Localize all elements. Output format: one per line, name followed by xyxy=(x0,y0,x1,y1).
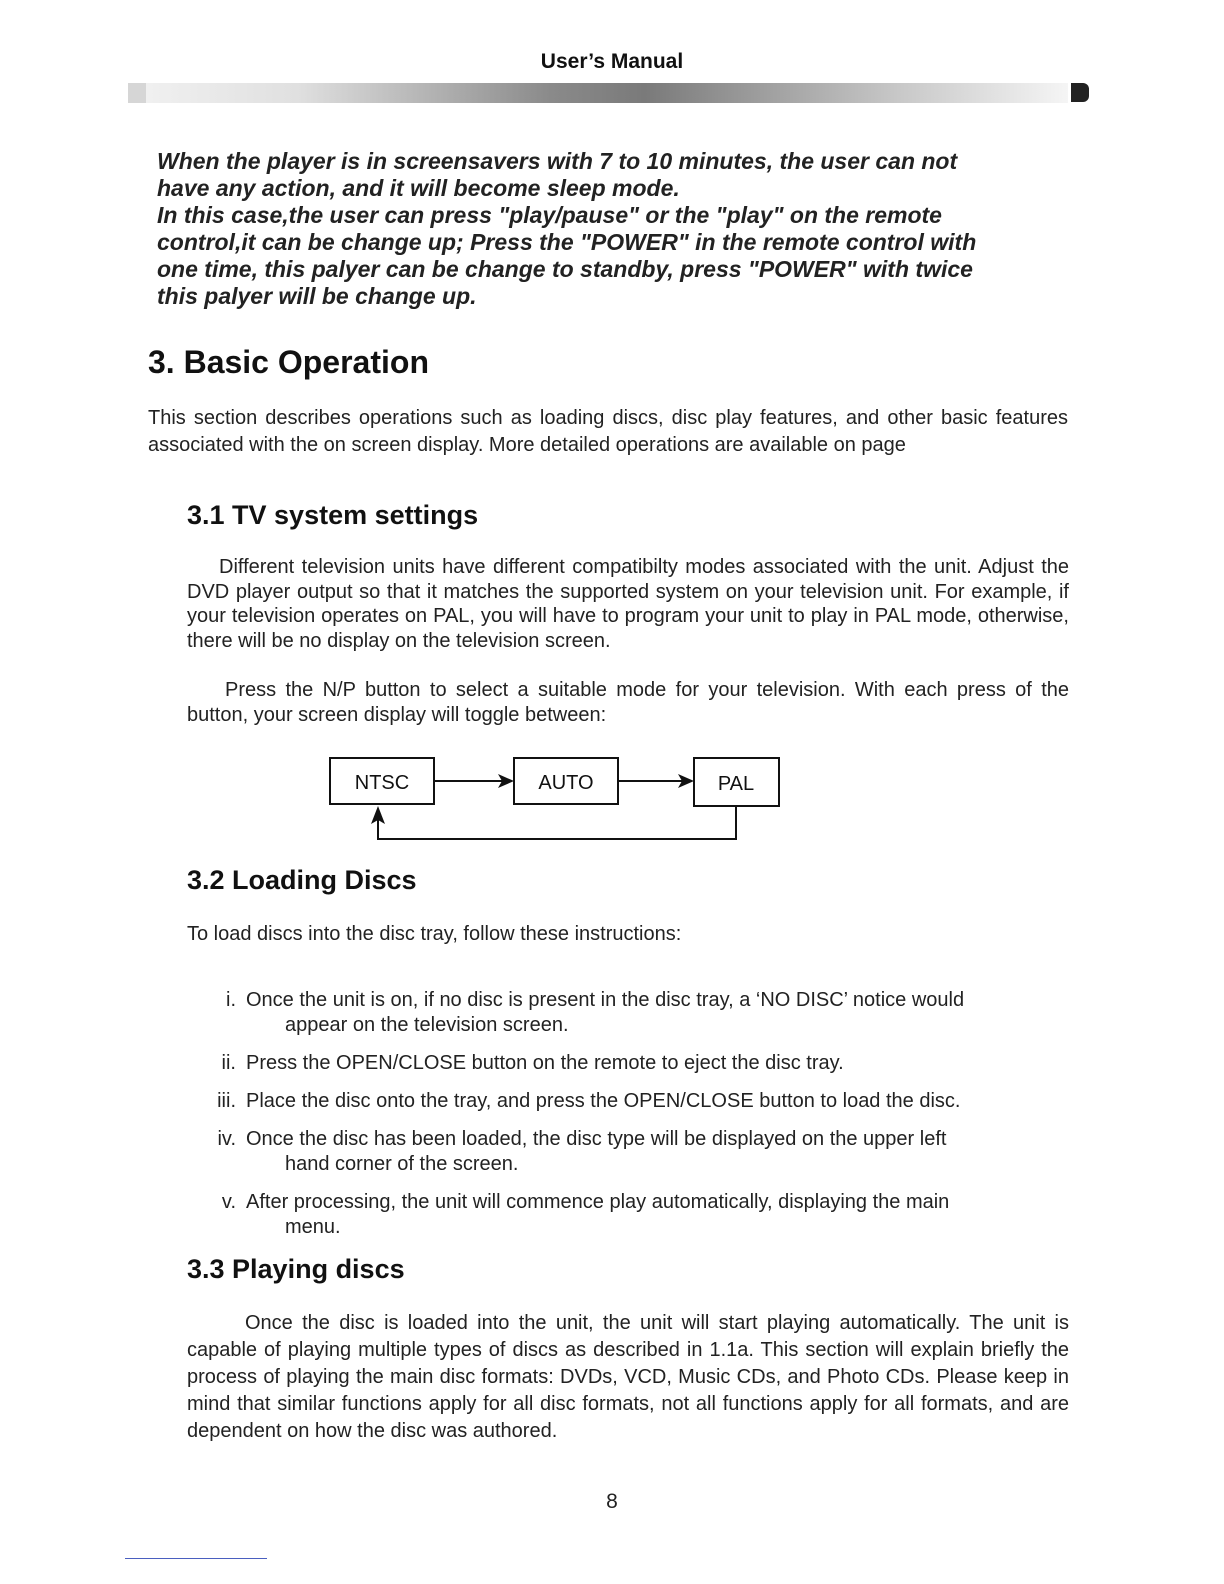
arrow-ntsc-to-auto xyxy=(435,774,514,788)
arrow-auto-to-pal xyxy=(619,774,694,788)
subsection-heading-loading-discs: 3.2 Loading Discs xyxy=(187,865,417,895)
header-rule xyxy=(128,83,1068,103)
list-item-number: v. xyxy=(221,1191,236,1213)
section-intro: This section describes operations such as loading discs, disc play features, and other basic features associated with the on screen display. More detailed operations are available on page xyxy=(148,407,1068,456)
ntsc-label: NTSC xyxy=(354,772,410,794)
note-line: have any action, and it will become sleep mode. xyxy=(157,175,680,201)
header-rule-cap-right xyxy=(1071,83,1089,102)
footer-line xyxy=(125,1558,267,1559)
loading-steps-list xyxy=(200,988,1080,1253)
note-line: one time, this palyer can be change to standby, press "POWER" with twice xyxy=(157,256,973,282)
header-title: User’s Manual xyxy=(540,50,684,73)
note-line: this palyer will be change up. xyxy=(157,283,477,309)
np-button-paragraph: Press the N/P button to select a suitable mode for your television. With each press of the button, your screen display will toggle between: xyxy=(187,679,1069,726)
note-line: When the player is in screensavers with 7 to 10 minutes, the user can not xyxy=(157,148,958,174)
list-item-line: menu. xyxy=(285,1216,341,1238)
note-line: control,it can be change up; Press the "POWER" in the remote control with xyxy=(157,229,977,255)
auto-label: AUTO xyxy=(538,772,594,794)
list-item-number: iv. xyxy=(217,1128,236,1150)
list-item-line: Press the OPEN/CLOSE button on the remote to eject the disc tray. xyxy=(246,1052,844,1074)
list-item-line: appear on the television screen. xyxy=(285,1014,569,1036)
auto-box xyxy=(514,758,618,804)
list-item-line: After processing, the unit will commence play automatically, displaying the main xyxy=(246,1191,950,1213)
list-item xyxy=(200,1190,1080,1240)
list-item-number: i. xyxy=(226,989,236,1011)
tv-system-paragraph: Different television units have different compatibilty modes associated with the unit. Adjust the DVD player output so that it matches the supported system on your television unit. For example, if your television operates on PAL, you will have to program your unit to play in PAL mode, otherwise, there will be no display on the television screen. xyxy=(187,556,1069,652)
list-item xyxy=(200,988,1080,1038)
header-rule-cap-left xyxy=(128,83,146,103)
ntsc-box xyxy=(330,758,434,804)
list-item xyxy=(200,1089,1080,1114)
pal-label: PAL xyxy=(717,773,755,795)
subsection-heading-playing-discs: 3.3 Playing discs xyxy=(187,1254,405,1284)
playing-discs-paragraph: Once the disc is loaded into the unit, the unit will start playing automatically. The unit is capable of playing multiple types of discs as described in 1.1a. This section will explain briefly the process of playing the main disc formats: DVDs, VCD, Music CDs, and Photo CDs. Please keep in mind that similar functions apply for all disc formats, not all functions apply for all formats, and are dependent on how the disc was authored. xyxy=(187,1312,1069,1442)
loading-intro: To load discs into the disc tray, follow these instructions: xyxy=(187,923,682,945)
list-item-line: Place the disc onto the tray, and press the OPEN/CLOSE button to load the disc. xyxy=(246,1090,961,1112)
list-item-number: ii. xyxy=(221,1052,236,1074)
list-item-number: iii. xyxy=(217,1090,236,1112)
list-item xyxy=(200,1051,1080,1076)
section-heading-basic-operation: 3. Basic Operation xyxy=(148,344,429,380)
tv-mode-toggle-diagram xyxy=(320,748,790,848)
arrow-pal-back-to-ntsc xyxy=(371,806,736,839)
list-item-line: Once the disc has been loaded, the disc type will be displayed on the upper left xyxy=(246,1128,947,1150)
list-item-line: Once the unit is on, if no disc is present in the disc tray, a ‘NO DISC’ notice would xyxy=(246,989,965,1011)
page-number: 8 xyxy=(606,1490,618,1513)
list-item xyxy=(200,1127,1080,1177)
list-item-line: hand corner of the screen. xyxy=(285,1153,519,1175)
note-line: In this case,the user can press "play/pause" or the "play" on the remote xyxy=(157,202,942,228)
sleep-mode-note xyxy=(157,148,1087,310)
subsection-heading-tv-system: 3.1 TV system settings xyxy=(187,500,479,530)
pal-box xyxy=(694,758,779,806)
